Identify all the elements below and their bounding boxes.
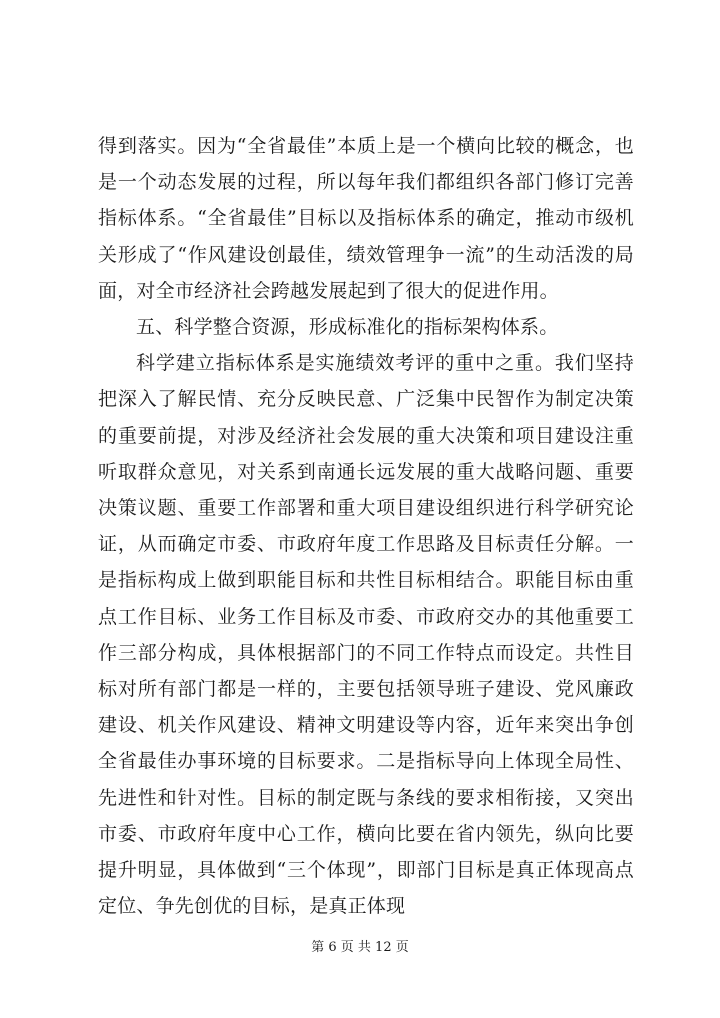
section-heading-five: 五、科学整合资源，形成标准化的指标架构体系。 xyxy=(136,316,559,339)
page-body xyxy=(98,128,634,924)
paragraph-continuation: 得到落实。因为“全省最佳”本质上是一个横向比较的概念，也是一个动态发展的过程，所以每年我们都组织各部门修订完善指标体系。“全省最佳”目标以及指标体系的确定，推动市级机关形成了“作风建设创最佳，绩效管理争一流”的生动活泼的局面，对全市经济社会跨越发展起到了很大的促进作用。 xyxy=(98,135,634,302)
paragraph-indicator-system: 科学建立指标体系是实施绩效考评的重中之重。我们坚持把深入了解民情、充分反映民意、广泛集中民智作为制定决策的重要前提，对涉及经济社会发展的重大决策和项目建设注重听取群众意见，对关系到南通长远发展的重大战略问题、重要决策议题、重要工作部署和重大项目建设组织进行科学研究论证，从而确定市委、市政府年度工作思路及目标责任分解。一是指标构成上做到职能目标和共性目标相结合。职能目标由重点工作目标、业务工作目标及市委、市政府交办的其他重要工作三部分构成，具体根据部门的不同工作特点而设定。共性目标对所有部门都是一样的，主要包括领导班子建设、党风廉政建设、机关作风建设、精神文明建设等内容，近年来突出争创全省最佳办事环境的目标要求。二是指标导向上体现全局性、先进性和针对性。目标的制定既与条线的要求相衔接，又突出市委、市政府年度中心工作，横向比要在省内领先，纵向比要提升明显，具体做到“三个体现”，即部门目标是真正体现高点定位、争先创优的目标，是真正体现 xyxy=(98,352,634,918)
page-number-footer: 第 6 页 共 12 页 xyxy=(311,940,409,955)
